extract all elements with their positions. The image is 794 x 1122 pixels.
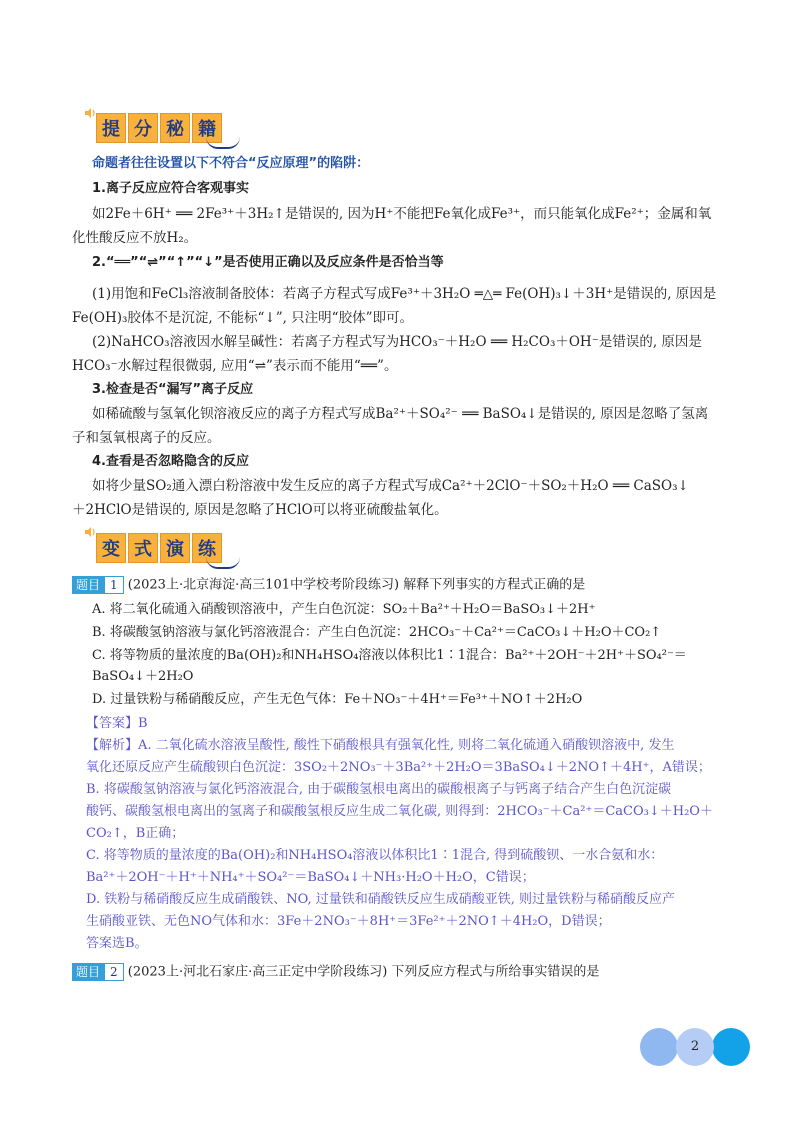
intro-text: 命题者往往设置以下不符合“反应原理”的陷阱： (92, 156, 370, 171)
badge-char: 变 (96, 533, 126, 563)
analysis-line-8: D. 铁粉与稀硝酸反应生成硝酸铁、NO, 过量铁和硝酸铁反应生成硝酸亚铁, 则过量铁粉与稀硝酸反应产 (86, 892, 676, 907)
question-number: 1 (104, 576, 124, 594)
option-d: D. 过量铁粉与稀硝酸反应，产生无色气体：Fe＋NO₃⁻＋4H⁺＝Fe³⁺＋NO↑＋2H₂O (92, 692, 583, 707)
para-2-line-1: (1)用饱和FeCl₃溶液制备胶体：若离子方程式写成Fe³⁺＋3H₂O ═△═ Fe(OH)₃↓＋3H⁺是错误的, 原因是 (92, 286, 717, 302)
section-badge-tips (96, 113, 224, 143)
option-c-line-1: C. 将等物质的量浓度的Ba(OH)₂和NH₄HSO₄溶液以体积比1∶1混合：Ba²⁺＋2OH⁻＋2H⁺＋SO₄²⁻＝ (92, 648, 687, 663)
heading-2: 2.“══”“⇌”“↑”“↓”是否使用正确以及反应条件是否恰当等 (92, 255, 444, 270)
badge-char: 式 (128, 533, 158, 563)
analysis-line-1: 【解析】A. 二氧化硫水溶液呈酸性, 酸性下硝酸根具有强氧化性, 则将二氧化硫通入硝酸钡溶液中, 发生 (86, 738, 675, 753)
question-1-stem-row (72, 576, 732, 595)
page-indicator (640, 1028, 750, 1066)
question-tag (72, 963, 124, 981)
badge-char: 提 (96, 113, 126, 143)
option-c-line-2: BaSO₄↓＋2H₂O (92, 669, 194, 684)
question-tag-label: 题目 (72, 963, 104, 981)
section-badge-practice (96, 533, 224, 563)
speaker-icon (84, 526, 96, 538)
answer: 【答案】B (86, 716, 148, 731)
question-tag-label: 题目 (72, 576, 104, 594)
badge-char: 分 (128, 113, 158, 143)
para-4-line-2: ＋2HClO是错误的, 原因是忽略了HClO可以将亚硫酸盐氧化。 (72, 502, 448, 518)
question-tag (72, 576, 124, 594)
analysis-line-6: C. 将等物质的量浓度的Ba(OH)₂和NH₄HSO₄溶液以体积比1∶1混合, 得到硫酸钡、一水合氨和水： (86, 848, 664, 863)
analysis-line-3: B. 将碳酸氢钠溶液与氯化钙溶液混合, 由于碳酸氢根电离出的碳酸根离子与钙离子结合产生白色沉淀碳 (86, 782, 672, 797)
page-circle (640, 1028, 678, 1066)
option-a: A. 将二氧化硫通入硝酸钡溶液中，产生白色沉淀：SO₂＋Ba²⁺＋H₂O＝BaSO₃↓＋2H⁺ (92, 602, 596, 617)
analysis-line-4: 酸钙、碳酸氢根电离出的氢离子和碳酸氢根反应生成二氧化碳, 则得到：2HCO₃⁻＋Ca²⁺＝CaCO₃↓＋H₂O＋ (86, 804, 713, 819)
badge-swoosh (206, 137, 240, 149)
badge-char: 演 (160, 533, 190, 563)
question-2-stem: (2023上·河北石家庄·高三正定中学阶段练习) 下列反应方程式与所给事实错误的是 (127, 964, 600, 980)
speaker-icon (84, 107, 96, 119)
para-1-line-2: 化性酸反应不放H₂。 (72, 230, 198, 246)
analysis-line-5: CO₂↑，B正确； (86, 826, 185, 841)
option-b: B. 将碳酸氢钠溶液与氯化钙溶液混合：产生白色沉淀：2HCO₃⁻＋Ca²⁺＝CaCO₃↓＋H₂O＋CO₂↑ (92, 625, 662, 640)
page-circle (712, 1028, 750, 1066)
para-2-line-2: Fe(OH)₃胶体不是沉淀, 不能标“↓”, 只注明“胶体”即可。 (72, 310, 413, 326)
question-number: 2 (104, 963, 124, 981)
badge-swoosh (206, 557, 240, 569)
heading-3: 3.检查是否“漏写”离子反应 (92, 382, 254, 397)
analysis-line-9: 生硝酸亚铁、无色NO气体和水：3Fe＋2NO₃⁻＋8H⁺＝3Fe²⁺＋2NO↑＋4H₂O，D错误； (86, 914, 611, 929)
para-4-line-1: 如将少量SO₂通入漂白粉溶液中发生反应的离子方程式写成Ca²⁺＋2ClO⁻＋SO₂＋H₂O ══ CaSO₃↓ (92, 478, 689, 494)
para-2-line-4: HCO₃⁻水解过程很微弱, 应用“⇌”表示而不能用“══”。 (72, 358, 398, 374)
analysis-line-7: Ba²⁺＋2OH⁻＋H⁺＋NH₄⁺＋SO₄²⁻＝BaSO₄↓＋NH₃·H₂O＋H₂O，C错误； (86, 870, 535, 885)
badge-char: 籍 (192, 113, 222, 143)
analysis-line-10: 答案选B。 (86, 936, 148, 951)
para-2-line-3: (2)NaHCO₃溶液因水解呈碱性：若离子方程式写为HCO₃⁻＋H₂O ══ H₂CO₃＋OH⁻是错误的, 原因是 (92, 334, 702, 350)
heading-1: 1.离子反应应符合客观事实 (92, 181, 249, 196)
badge-char: 练 (192, 533, 222, 563)
para-3-line-2: 子和氢氧根离子的反应。 (72, 430, 221, 446)
para-3-line-1: 如稀硫酸与氢氧化钡溶液反应的离子方程式写成Ba²⁺＋SO₄²⁻ ══ BaSO₄↓是错误的, 原因是忽略了氢离 (92, 406, 709, 422)
analysis-line-2: 氧化还原反应产生硫酸钡白色沉淀：3SO₂＋2NO₃⁻＋3Ba²⁺＋2H₂O＝3BaSO₄↓＋2NO↑＋4H⁺，A错误； (86, 760, 711, 775)
para-1-line-1: 如2Fe＋6H⁺ ══ 2Fe³⁺＋3H₂↑是错误的, 因为H⁺不能把Fe氧化成Fe³⁺，而只能氧化成Fe²⁺；金属和氧 (92, 206, 712, 222)
question-2-stem-row (72, 963, 732, 982)
question-1-stem: (2023上·北京海淀·高三101中学校考阶段练习) 解释下列事实的方程式正确的是 (127, 577, 586, 593)
heading-4: 4.查看是否忽略隐含的反应 (92, 454, 249, 469)
badge-char: 秘 (160, 113, 190, 143)
page-number: 2 (690, 1039, 700, 1054)
